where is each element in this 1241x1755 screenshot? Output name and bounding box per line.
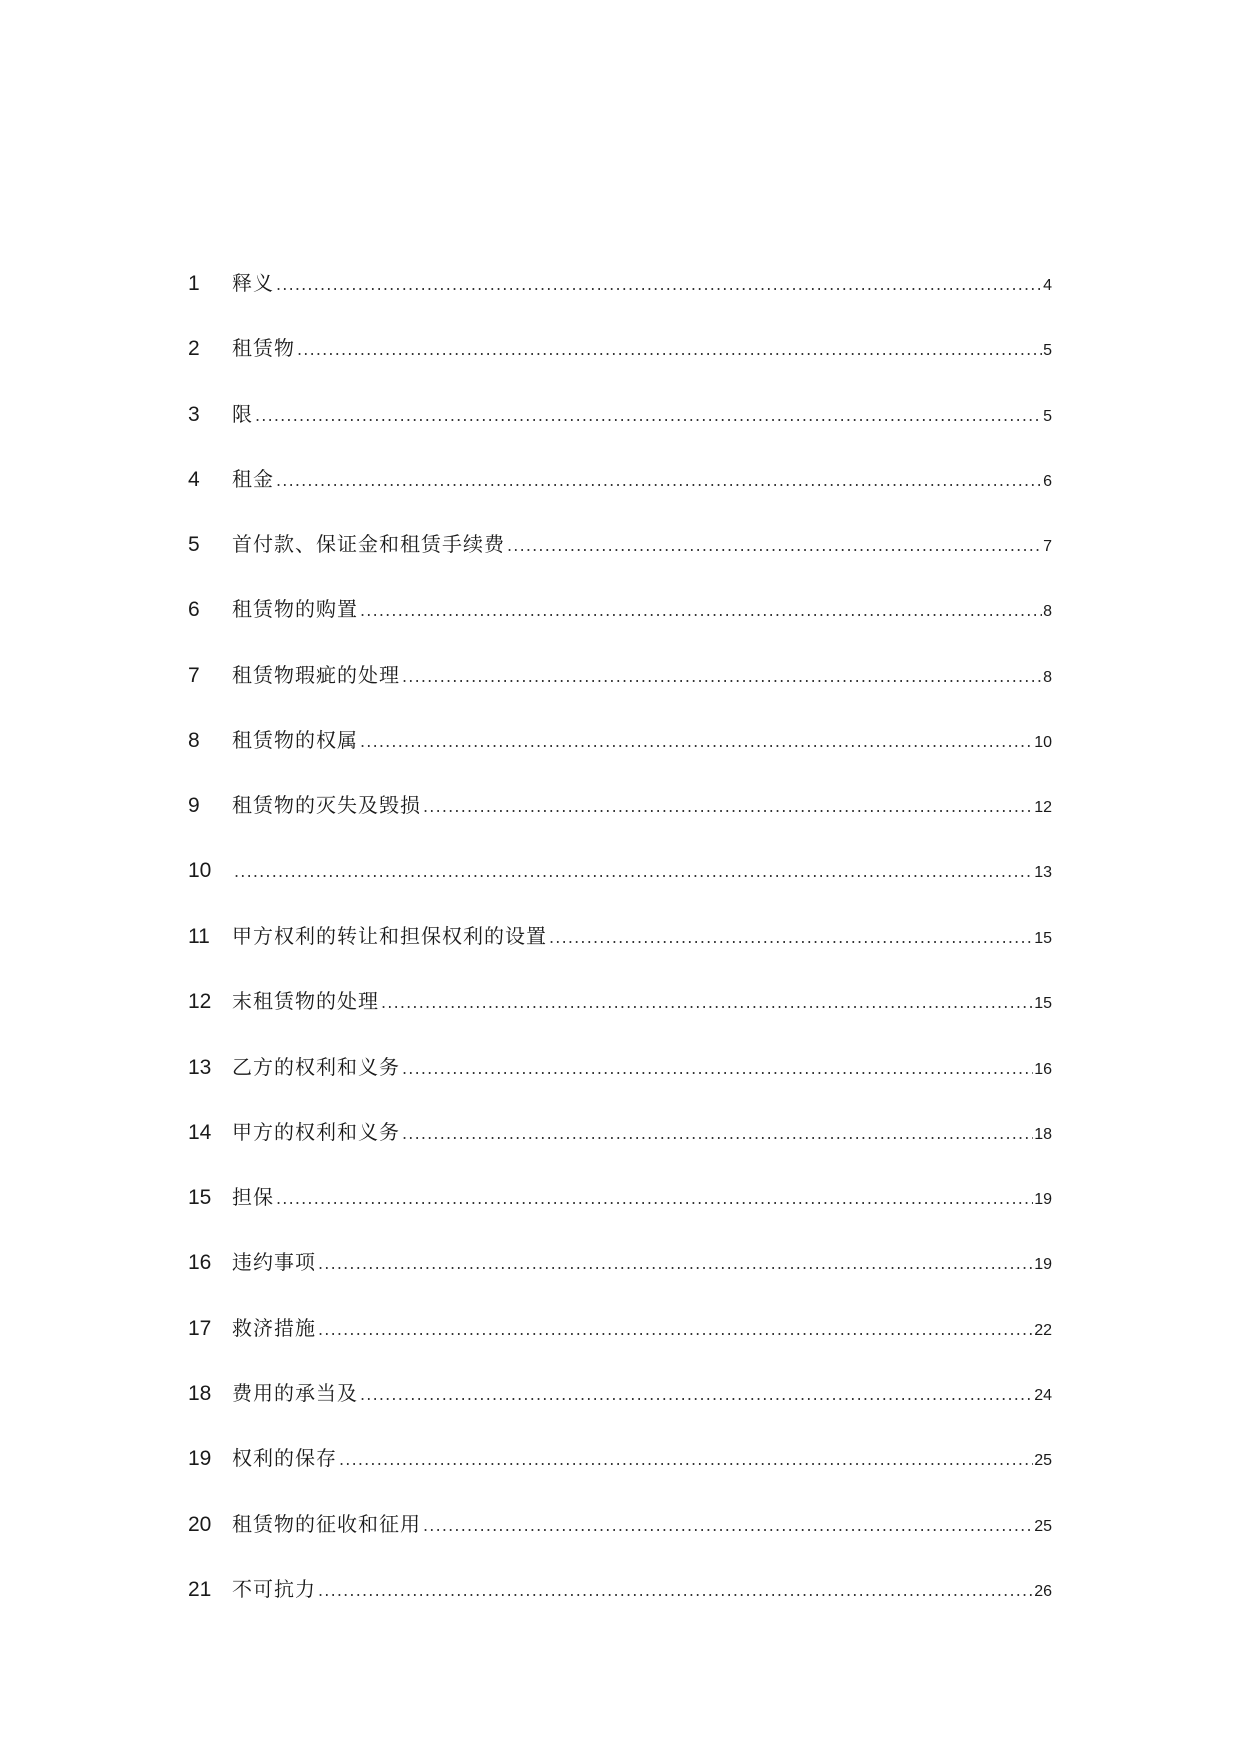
toc-entry-page-number: 6	[1043, 472, 1052, 490]
toc-entry-page-number: 15	[1034, 995, 1052, 1013]
toc-entry-title: 租赁物	[232, 336, 295, 361]
toc-entry-number: 10	[188, 858, 212, 882]
toc-entry-number: 2	[188, 337, 200, 361]
toc-entry-number: 21	[188, 1577, 212, 1601]
toc-entry-title: 救济措施	[232, 1315, 316, 1340]
dot-leader	[276, 266, 1042, 304]
toc-entry-title: 费用的承当及	[232, 1381, 358, 1406]
toc-entry[interactable]	[188, 982, 1052, 1047]
toc-entry[interactable]	[188, 1374, 1052, 1439]
dot-leader	[360, 592, 1042, 630]
toc-entry[interactable]	[188, 264, 1052, 329]
dot-leader	[381, 984, 1033, 1022]
dot-leader	[360, 1376, 1033, 1414]
toc-entry[interactable]	[188, 525, 1052, 590]
dot-leader	[276, 1180, 1033, 1218]
dot-leader	[255, 397, 1042, 435]
dot-leader	[402, 658, 1042, 696]
toc-entry-number: 15	[188, 1186, 212, 1210]
toc-entry-number: 4	[188, 467, 200, 491]
toc-entry-page-number: 25	[1034, 1452, 1052, 1470]
toc-entry-number: 9	[188, 794, 200, 818]
toc-entry-page-number: 19	[1034, 1191, 1052, 1209]
dot-leader	[276, 462, 1042, 500]
toc-entry[interactable]	[188, 1570, 1052, 1635]
dot-leader	[318, 1311, 1033, 1349]
toc-entry-page-number: 22	[1034, 1321, 1052, 1339]
toc-entry-title: 甲方权利的转让和担保权利的设置	[232, 923, 547, 948]
toc-entry-title: 租赁物的权属	[232, 728, 358, 753]
dot-leader	[402, 1050, 1033, 1088]
toc-entry-title: 租金	[232, 466, 274, 491]
toc-entry-page-number: 4	[1043, 277, 1052, 294]
toc-entry[interactable]	[188, 460, 1052, 525]
dot-leader	[318, 1245, 1033, 1283]
toc-entry-page-number: 12	[1034, 799, 1052, 817]
toc-entry-number: 17	[188, 1316, 212, 1340]
dot-leader	[423, 788, 1033, 826]
toc-entry-page-number: 18	[1034, 1125, 1052, 1143]
toc-entry[interactable]	[188, 329, 1052, 394]
toc-entry-title: 限	[232, 401, 253, 426]
toc-entry-number: 6	[188, 598, 200, 622]
toc-entry-number: 12	[188, 990, 212, 1014]
toc-entry[interactable]	[188, 917, 1052, 982]
toc-entry-title: 不可抗力	[232, 1576, 316, 1601]
toc-entry[interactable]	[188, 1439, 1052, 1504]
toc-entry-number: 14	[188, 1120, 212, 1144]
table-of-contents	[188, 264, 1052, 1635]
toc-entry-page-number: 8	[1043, 603, 1052, 621]
toc-entry-title: 甲方的权利和义务	[232, 1119, 400, 1144]
dot-leader	[318, 1572, 1033, 1610]
toc-entry-number: 5	[188, 533, 200, 557]
dot-leader	[297, 331, 1042, 369]
toc-entry-page-number: 7	[1043, 538, 1052, 556]
toc-entry-title: 权利的保存	[232, 1446, 337, 1471]
toc-entry[interactable]	[188, 656, 1052, 721]
toc-entry-page-number: 25	[1034, 1517, 1052, 1535]
toc-entry-title: 释义	[232, 271, 274, 295]
dot-leader	[507, 527, 1042, 565]
toc-entry[interactable]	[188, 786, 1052, 851]
dot-leader	[339, 1441, 1033, 1479]
toc-entry[interactable]	[188, 1505, 1052, 1570]
toc-entry-number: 18	[188, 1382, 212, 1406]
toc-entry[interactable]	[188, 721, 1052, 786]
dot-leader	[234, 853, 1033, 891]
toc-entry-number: 7	[188, 663, 200, 687]
toc-entry-number: 3	[188, 402, 200, 426]
toc-entry[interactable]	[188, 1309, 1052, 1374]
toc-entry-title: 租赁物的灭失及毁损	[232, 793, 421, 818]
toc-entry-page-number: 13	[1034, 863, 1052, 881]
toc-entry[interactable]	[188, 1048, 1052, 1113]
toc-entry-title: 末租赁物的处理	[232, 989, 379, 1014]
toc-entry[interactable]	[188, 1178, 1052, 1243]
toc-entry[interactable]	[188, 1243, 1052, 1308]
toc-entry-number: 13	[188, 1055, 212, 1079]
toc-entry-title: 首付款、保证金和租赁手续费	[232, 532, 505, 557]
toc-entry-page-number: 5	[1043, 342, 1052, 360]
toc-entry-page-number: 19	[1034, 1256, 1052, 1274]
dot-leader	[549, 919, 1033, 957]
toc-entry[interactable]	[188, 852, 1052, 917]
toc-entry-page-number: 26	[1034, 1582, 1052, 1600]
toc-entry-title: 乙方的权利和义务	[232, 1054, 400, 1079]
toc-entry-page-number: 24	[1034, 1387, 1052, 1405]
dot-leader	[360, 723, 1033, 761]
toc-entry-number: 11	[188, 924, 210, 948]
toc-entry-page-number: 15	[1034, 929, 1052, 947]
toc-entry-number: 1	[188, 272, 200, 295]
toc-entry[interactable]	[188, 395, 1052, 460]
toc-entry-title: 违约事项	[232, 1250, 316, 1275]
toc-entry-number: 8	[188, 729, 200, 753]
toc-entry-page-number: 16	[1034, 1060, 1052, 1078]
toc-entry-page-number: 10	[1034, 734, 1052, 752]
toc-entry[interactable]	[188, 1113, 1052, 1178]
dot-leader	[402, 1115, 1033, 1153]
dot-leader	[423, 1507, 1033, 1545]
toc-entry-page-number: 5	[1043, 407, 1052, 425]
toc-entry-number: 20	[188, 1512, 212, 1536]
toc-entry-title: 租赁物的征收和征用	[232, 1511, 421, 1536]
toc-entry[interactable]	[188, 590, 1052, 655]
toc-entry-page-number: 8	[1043, 668, 1052, 686]
toc-entry-title: 租赁物的购置	[232, 597, 358, 622]
toc-entry-title: 租赁物瑕疵的处理	[232, 662, 400, 687]
toc-entry-title: 担保	[232, 1185, 274, 1210]
toc-entry-number: 16	[188, 1251, 212, 1275]
toc-entry-number: 19	[188, 1447, 212, 1471]
